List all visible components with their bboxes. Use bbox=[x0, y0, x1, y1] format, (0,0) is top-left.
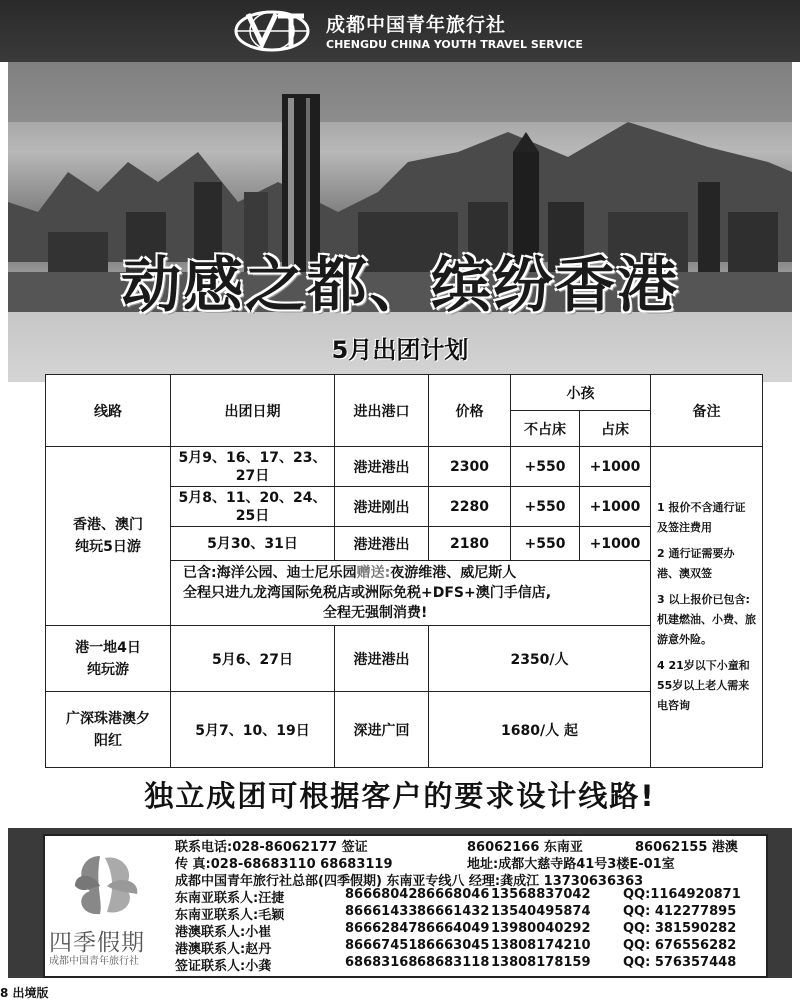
table-cell-bed: +1000 bbox=[580, 447, 651, 487]
included-text: 海洋公园、迪士尼乐园 bbox=[216, 565, 357, 581]
contact-line bbox=[175, 836, 763, 853]
custom-tour-slogan bbox=[0, 774, 800, 815]
slogan-text: 独立成团可根据客户的要求设计线路 bbox=[144, 779, 641, 813]
contact-phone: 联系电话:028-86062177 签证 bbox=[175, 840, 368, 855]
table-cell-no-bed: +550 bbox=[511, 527, 580, 561]
person-tel2: 86663045 bbox=[417, 938, 490, 953]
route-hk-macau: 香港、澳门 纯玩5日游 bbox=[46, 447, 171, 626]
contact-person-row bbox=[175, 887, 763, 904]
slogan-mark: ! bbox=[640, 779, 656, 813]
note-item: 1 报价不含通行证及签注费用 bbox=[657, 501, 746, 534]
note-item: 3 以上报价已包含:机建燃油、小费、旅游意外险。 bbox=[657, 593, 756, 646]
included-info bbox=[171, 561, 651, 626]
table-cell-bed: +1000 bbox=[580, 487, 651, 527]
header-notes: 备注 bbox=[651, 375, 763, 447]
route-hk-4day: 港一地4日 纯玩游 bbox=[46, 626, 171, 692]
person-name: 签证联系人:小龚 bbox=[175, 959, 272, 974]
contact-person-row bbox=[175, 904, 763, 921]
contact-line bbox=[175, 853, 763, 870]
contact-address: 地址:成都大慈寺路41号3楼E-01室 bbox=[467, 857, 675, 872]
table-cell-dates: 5月8、11、20、24、 25日 bbox=[171, 487, 335, 527]
table-cell-port: 深进广回 bbox=[335, 692, 429, 768]
person-tel1: 86668042 bbox=[345, 887, 418, 902]
person-name: 东南亚联系人:汪捷 bbox=[175, 891, 285, 906]
person-name: 港澳联系人:赵丹 bbox=[175, 942, 272, 957]
table-cell-price: 2350/人 bbox=[429, 626, 651, 692]
headline-title: 动感之都、缤纷香港 bbox=[121, 251, 679, 321]
person-mobile: 13808178159 bbox=[491, 955, 591, 970]
table-cell-price: 2180 bbox=[429, 527, 511, 561]
person-name: 东南亚联系人:毛颖 bbox=[175, 908, 285, 923]
person-tel2: 86664049 bbox=[417, 921, 490, 936]
page-footer: 8 出境版 bbox=[0, 986, 49, 1000]
table-cell-port: 港进港出 bbox=[335, 447, 429, 487]
person-qq: QQ: 412277895 bbox=[623, 904, 737, 919]
gift-label: 赠送: bbox=[356, 565, 391, 581]
table-cell-dates: 5月6、27日 bbox=[171, 626, 335, 692]
contact-lines bbox=[175, 836, 763, 972]
contact-hkmacau: 86062155 港澳 bbox=[635, 840, 738, 855]
header-dates: 出团日期 bbox=[171, 375, 335, 447]
table-cell-dates: 5月7、10、19日 bbox=[171, 692, 335, 768]
note-item: 2 通行证需要办港、澳双签 bbox=[657, 547, 735, 580]
included-line-3: 全程无强制消费! bbox=[323, 605, 428, 621]
person-mobile: 13540495874 bbox=[491, 904, 591, 919]
header-price: 价格 bbox=[429, 375, 511, 447]
route-gz-sunset: 广深珠港澳夕 阳红 bbox=[46, 692, 171, 768]
table-cell-port: 港进刚出 bbox=[335, 487, 429, 527]
contact-line bbox=[175, 870, 763, 887]
person-mobile: 13568837042 bbox=[491, 887, 591, 902]
person-mobile: 13980040292 bbox=[491, 921, 591, 936]
table-cell-price: 2280 bbox=[429, 487, 511, 527]
table-cell-price: 2300 bbox=[429, 447, 511, 487]
person-mobile: 13808174210 bbox=[491, 938, 591, 953]
person-tel1: 86662847 bbox=[345, 921, 418, 936]
brand-name-cn: 成都中国青年旅行社 bbox=[326, 14, 507, 36]
tour-schedule-table bbox=[45, 374, 763, 768]
header-child: 小孩 bbox=[511, 375, 651, 411]
header-port: 进出港口 bbox=[335, 375, 429, 447]
header-bed: 占床 bbox=[580, 411, 651, 447]
person-tel2: 86668046 bbox=[417, 887, 490, 902]
table-cell-dates: 5月30、31日 bbox=[171, 527, 335, 561]
season-logo-name: 四季假期 bbox=[49, 930, 145, 956]
person-qq: QQ: 576357448 bbox=[623, 955, 737, 970]
cyts-logo-icon bbox=[232, 8, 312, 54]
brand-name-en: CHENGDU CHINA YOUTH TRAVEL SERVICE bbox=[326, 38, 583, 51]
table-cell-price: 1680/人 起 bbox=[429, 692, 651, 768]
person-tel2: 86661432 bbox=[417, 904, 490, 919]
person-tel2: 68683118 bbox=[417, 955, 490, 970]
header-no-bed: 不占床 bbox=[511, 411, 580, 447]
contact-southeast: 86062166 东南亚 bbox=[467, 840, 583, 855]
person-tel1: 68683168 bbox=[345, 955, 418, 970]
person-tel1: 86667451 bbox=[345, 938, 418, 953]
included-label: 已含: bbox=[183, 565, 217, 581]
notes-cell bbox=[651, 447, 763, 768]
table-cell-no-bed: +550 bbox=[511, 447, 580, 487]
four-seasons-logo bbox=[45, 846, 170, 971]
contact-person-row bbox=[175, 955, 763, 972]
contact-person-row bbox=[175, 938, 763, 955]
person-qq: QQ: 381590282 bbox=[623, 921, 737, 936]
person-tel1: 86661433 bbox=[345, 904, 418, 919]
note-item: 4 21岁以下小童和55岁以上老人需来电咨询 bbox=[657, 659, 750, 712]
included-line-2: 全程只进九龙湾国际免税店或洲际免税+DFS+澳门手信店, bbox=[183, 585, 552, 601]
season-logo-sub: 成都中国青年旅行社 bbox=[49, 956, 139, 967]
contact-fax: 传 真:028-68683110 68683119 bbox=[175, 857, 393, 872]
season-logo-icon bbox=[45, 846, 170, 926]
contact-person-row bbox=[175, 921, 763, 938]
person-qq: QQ:1164920871 bbox=[623, 887, 741, 902]
table-cell-dates: 5月9、16、17、23、 27日 bbox=[171, 447, 335, 487]
contact-hq: 成都中国青年旅行社总部(四季假期) 东南亚专线八 经理:龚成江 13730636363 bbox=[175, 874, 644, 889]
table-cell-no-bed: +550 bbox=[511, 487, 580, 527]
header-route: 线路 bbox=[46, 375, 171, 447]
table-cell-port: 港进港出 bbox=[335, 527, 429, 561]
gift-text: 夜游维港、威尼斯人 bbox=[390, 565, 517, 581]
person-qq: QQ: 676556282 bbox=[623, 938, 737, 953]
table-cell-port: 港进港出 bbox=[335, 626, 429, 692]
table-cell-bed: +1000 bbox=[580, 527, 651, 561]
subhead-schedule: 5月出团计划 bbox=[331, 336, 469, 364]
person-name: 港澳联系人:小崔 bbox=[175, 925, 272, 940]
